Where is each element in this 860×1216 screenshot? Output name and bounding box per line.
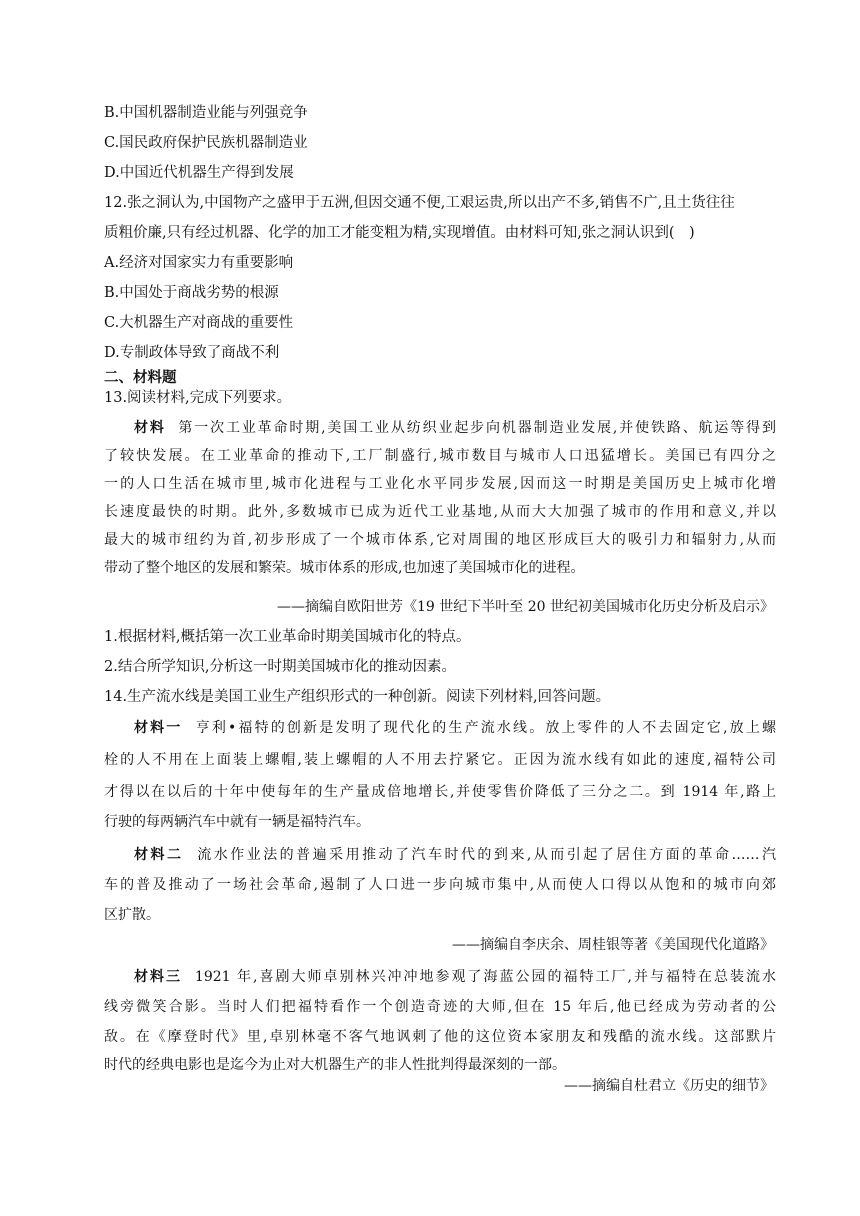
q14-material3-label: 材料三 [134, 969, 183, 985]
q14-material1-line4: 行驶的每两辆汽车中就有一辆是福特汽车。 [104, 814, 370, 830]
q14-material1-line2: 栓的人不用在上面装上螺帽,装上螺帽的人不用去拧紧它。正因为流水线有如此的速度,福特公司 [104, 752, 776, 768]
q13-material-line1: 材料 第一次工业革命时期,美国工业从纺织业起步向机器制造业发展,并使铁路、航运等得到 [134, 420, 776, 436]
q13-question-1: 1.根据材料,概括第一次工业革命时期美国城市化的特点。 [104, 629, 471, 645]
q14-material2-line1: 材料二 流水作业法的普遍采用推动了汽车时代的到来,从而引起了居住方面的革命……汽 [134, 847, 776, 863]
q11-option-b: B.中国机器制造业能与列强竞争 [104, 105, 308, 121]
q13-material-line4: 长速度最快的时期。此外,多数城市已成为近代工业基地,从而大大加强了城市的作用和意义,并以 [104, 504, 776, 520]
section-heading: 二、材料题 [104, 369, 177, 386]
q13-material-line2: 了较快发展。在工业革命的推动下,工厂制盛行,城市数目与城市人口迅猛增长。美国已有四分之 [104, 448, 776, 464]
q14-material3-line2: 线旁微笑合影。当时人们把福特看作一个创造奇迹的大师,但在 15 年后,他已经成为劳动者的公 [104, 999, 776, 1015]
q13-material-line5: 最大的城市纽约为首,初步形成了一个城市体系,它对周围的地区形成巨大的吸引力和辐射力,从而 [104, 532, 776, 548]
q11-option-c: C.国民政府保护民族机器制造业 [104, 135, 308, 151]
q11-option-d: D.中国近代机器生产得到发展 [104, 165, 294, 181]
q12-option-b: B.中国处于商战劣势的根源 [104, 285, 279, 301]
q14-material1-line3: 才得以在以后的十年中使每年的生产量成倍地增长,并使零售价降低了三分之二。到 1914 年,路上 [104, 784, 776, 800]
q13-question-2: 2.结合所学知识,分析这一时期美国城市化的推动因素。 [104, 659, 456, 675]
q14-material2-line3: 区扩散。 [104, 907, 160, 923]
q13-material-line3: 一的人口生活在城市里,城市化进程与工业化水平同步发展,因而这一时期是美国历史上城市化增 [104, 476, 776, 492]
q14-material3-line4: 时代的经典电影也是迄今为止对大机器生产的非人性批判得最深刻的一部。 [104, 1057, 566, 1073]
q14-material3-source: ——摘编自杜君立《历史的细节》 [564, 1078, 774, 1094]
q14-stem: 14.生产流水线是美国工业生产组织形式的一种创新。阅读下列材料,回答问题。 [104, 689, 611, 705]
q13-material-source: ——摘编自欧阳世芳《19 世纪下半叶至 20 世纪初美国城市化历史分析及启示》 [277, 599, 774, 615]
q12-option-c: C.大机器生产对商战的重要性 [104, 315, 294, 331]
q12-stem-line2: 质粗价廉,只有经过机器、化学的加工才能变粗为精,实现增值。由材料可知,张之洞认识到( ) [104, 225, 695, 241]
q14-material3-line1: 材料三 1921 年,喜剧大师卓别林兴冲冲地参观了海蓝公园的福特工厂,并与福特在总装流水 [134, 969, 776, 985]
q13-material-label: 材料 [134, 420, 166, 436]
q13-stem: 13.阅读材料,完成下列要求。 [104, 390, 292, 406]
q12-option-a: A.经济对国家实力有重要影响 [104, 255, 294, 271]
q14-material1-line1: 材料一 亨利•福特的创新是发明了现代化的生产流水线。放上零件的人不去固定它,放上螺 [134, 720, 776, 736]
q14-material2-line2: 车的普及推动了一场社会革命,遏制了人口进一步向城市集中,从而使人口得以从饱和的城市向郊 [104, 877, 776, 893]
q12-option-d: D.专制政体导致了商战不利 [104, 345, 280, 361]
q14-material1-label: 材料一 [134, 720, 183, 736]
q13-material-line6: 带动了整个地区的发展和繁荣。城市体系的形成,也加速了美国城市化的进程。 [104, 560, 585, 576]
q14-material3-line3: 敌。在《摩登时代》里,卓别林毫不客气地讽刺了他的这位资本家朋友和残酷的流水线。这部默片 [104, 1029, 776, 1045]
q12-stem-line1: 12.张之洞认为,中国物产之盛甲于五洲,但因交通不便,工艰运贵,所以出产不多,销售不广,且土货往往 [104, 195, 735, 211]
q14-material2-source: ——摘编自李庆余、周桂银等著《美国现代化道路》 [452, 937, 774, 953]
q14-material2-label: 材料二 [134, 847, 184, 863]
